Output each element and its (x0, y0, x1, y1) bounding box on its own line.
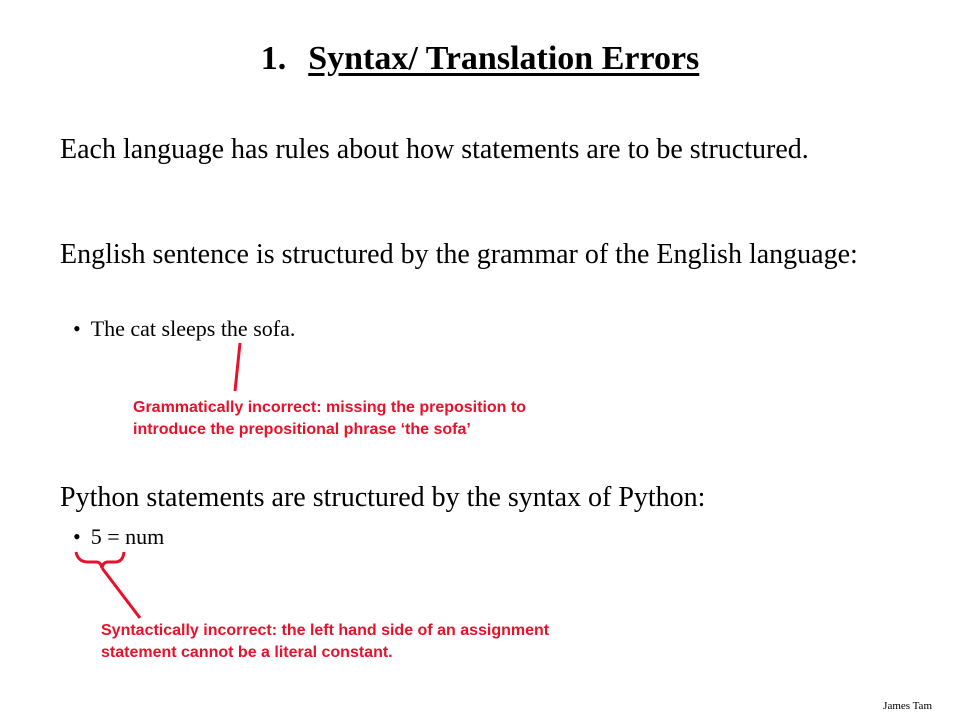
bullet-dot: • (73, 316, 81, 341)
footer-author: James Tam (883, 700, 932, 712)
bullet-python-example (73, 524, 164, 550)
slide-title (0, 40, 960, 78)
annotation-grammar-line2: introduce the prepositional phrase ‘the sofa’ (133, 421, 471, 438)
annotation-grammar (133, 397, 526, 441)
bullet-english-text: The cat sleeps the sofa. (90, 316, 296, 341)
paragraph-rules: Each language has rules about how statements are to be structured. (60, 134, 809, 165)
annotation-syntax-line2: statement cannot be a literal constant. (101, 644, 393, 661)
bullet-english-example (73, 316, 295, 342)
arrow-line (235, 343, 240, 391)
annotation-syntax-line1: Syntactically incorrect: the left hand side of an assignment (101, 622, 550, 639)
bullet-python-text: 5 = num (90, 524, 165, 549)
title-text: Syntax/ Translation Errors (308, 40, 700, 77)
title-number: 1. (260, 40, 287, 77)
paragraph-english: English sentence is structured by the grammar of the English language: (60, 239, 858, 270)
annotation-grammar-line1: Grammatically incorrect: missing the preposition to (133, 399, 526, 416)
bullet-dot: • (73, 524, 81, 549)
curly-brace (76, 552, 124, 568)
pointer-line (102, 568, 140, 618)
annotation-syntax (101, 620, 549, 664)
paragraph-python: Python statements are structured by the syntax of Python: (60, 482, 706, 513)
